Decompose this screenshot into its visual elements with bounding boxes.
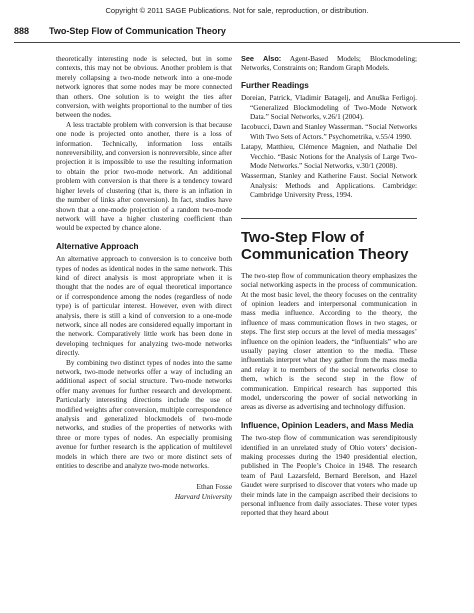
- running-title: Two-Step Flow of Communication Theory: [49, 26, 226, 36]
- section-heading: Alternative Approach: [56, 241, 139, 251]
- see-also: [241, 54, 417, 73]
- entry-rule: [241, 218, 417, 219]
- reference-item: Doreian, Patrick, Vladimir Batagelj, and Anuška Ferligoj. “Generalized Blockmodeling of Two-Mode Network Data.” Social Networks, v.26/1 (2004).: [241, 93, 417, 122]
- paragraph: A less tractable problem with conversion is that because one node is projected onto another, there is a loss of information. Technically, information loss entails nonreversibility, and conversion is nonreversible, since after projection it is impossible to use the resulting information to obtain the prior two-mode network. An additional problem with conversion is that there is a tendency toward higher levels of clustering (that is, there is an inflation in the number of links after conversion). In fact, studies have shown that a one-mode projection of a random two-mode network will have a higher clustering coefficient than would be expected by chance alone.: [56, 119, 232, 233]
- right-column: [241, 54, 417, 518]
- entry-title: Two-Step Flow of Communication Theory: [241, 228, 409, 263]
- left-column: [56, 54, 232, 501]
- author-affiliation: Harvard University: [174, 491, 232, 501]
- author-name: Ethan Fosse: [196, 482, 232, 492]
- paragraph: The two-step flow of communication theory emphasizes the social networking aspects in the process of communication. At the most basic level, the theory focuses on the centrality of opinion leaders and interpersonal communication in mass media influence. According to the theory, the influence of mass communication flows in two stages, or steps. The first step occurs at the level of media messages’ influence on the opinion leaders, the “influentials” who are usually paying closer attention to the media. These influentials interpret what they gather from the mass media and relay it to members of the social networks close to them, which is the second step in the flow of communication. Empirical research has supported this model, underscoring the power of social networking in areas as diverse as advertising and technology diffusion.: [241, 270, 417, 412]
- paragraph: An alternative approach to conversion is to conceive both types of nodes as identical nodes in the same network. This kind of direct analysis is most appropriate when it is thought that the nodes are of equal theoretical importance or if correspondence among the nodes (regardless of node type) is of particular interest. However, even with direct analysis, there is still a kind of conversion to a one-mode network, since all nodes are considered equally important in the network. Comparatively little work has been done in developing techniques for analyzing two-mode networks directly.: [56, 254, 232, 358]
- further-readings-heading: Further Readings: [241, 80, 309, 90]
- reference-item: Iacobucci, Dawn and Stanley Wasserman. “Social Networks With Two Sets of Actors.” Psychometrika, v.55/4 1990.: [241, 122, 417, 141]
- page-header: [14, 26, 460, 40]
- see-also-label: See Also:: [241, 54, 282, 63]
- copyright-notice: Copyright © 2011 SAGE Publications. Not for sale, reproduction, or distribution.: [105, 6, 369, 15]
- paragraph: By combining two distinct types of nodes into the same network, two-mode networks offer a way of including an additional aspect of social structure. Two-mode networks offer many avenues for further research and development. Particularly interesting directions include the use of modified weights after conversion, multiple correspondence analysis and generalized blockmodels of two-mode networks, and studies of the properties of networks with three or more types of nodes. An especially promising avenue for further research is the application of multilevel models in which there are two or more distinct sets of entities to describe and analyze two-mode networks.: [56, 357, 232, 471]
- reference-item: Wasserman, Stanley and Katherine Faust. Social Network Analysis: Methods and Applications. Cambridge: Cambridge University Press, 1994.: [241, 171, 417, 200]
- header-rule: [14, 42, 460, 43]
- reference-item: Latapy, Matthieu, Clémence Magnien, and Nathalie Del Vecchio. “Basic Notions for the Analysis of Large Two-Mode Networks.” Social Networks, v.30/1 (2008).: [241, 142, 417, 171]
- subsection-heading: Influence, Opinion Leaders, and Mass Media: [241, 420, 414, 430]
- paragraph: The two-step flow of communication was serendipitously identified in an unrelated study of Ohio voters’ decision-making processes during the 1940 presidential election, published in The People’s Choice in 1948. The research team of Paul Lazarsfeld, Bernard Berelson, and Hazel Gaudet were surprised to discover that voters who made up their minds late in the campaign ascribed their decisions to personal influence from daily associates. These voter types reported that they heard about: [241, 433, 417, 518]
- page-number: 888: [14, 26, 30, 36]
- see-also-text: Agent-Based Models; Blockmodeling; Networks, Constraints on; Random Graph Models.: [241, 54, 418, 73]
- paragraph: theoretically interesting node is selected, but in some contexts, this may not be obvious. Another problem is that merely collapsing a two-mode network into a one-mode network ignores that some nodes may be more connected than others. One solution is to weight the ties after conversion, with weights proportional to the number of ties between the nodes.: [56, 54, 232, 120]
